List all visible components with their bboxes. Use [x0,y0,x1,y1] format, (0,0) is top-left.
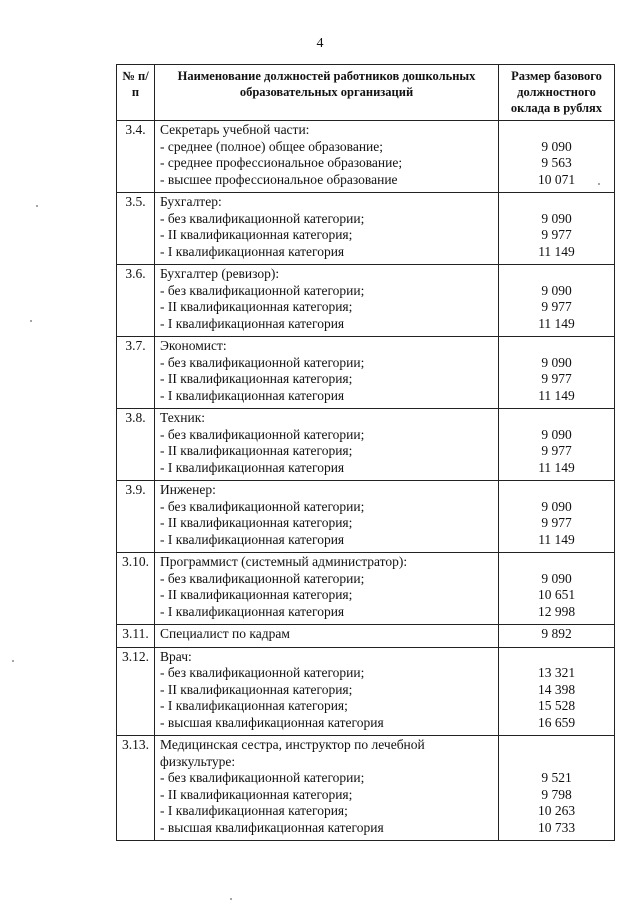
position-category: - среднее (полное) общее образование; [160,138,384,154]
position-cell [155,481,499,553]
position-cell [155,121,499,193]
position-category: - без квалификационной категории; [160,498,365,514]
scan-speck [598,183,600,185]
scan-speck [36,205,38,207]
salary-value: 12 998 [537,603,576,619]
position-category: - II квалификационная категория; [160,681,353,697]
position-cell [155,736,499,841]
salary-value: 11 149 [538,459,575,475]
position-category: - I квалификационная категория [160,459,345,475]
position-category: - II квалификационная категория; [160,443,353,458]
position-category: - II квалификационная категория; [160,587,353,602]
position-title: Техник: [160,410,206,425]
salary-value: 16 659 [537,714,576,730]
salary-value: 9 798 [541,786,572,802]
table-row [117,625,615,648]
salary-cell [499,553,615,625]
salary-value: 9 977 [541,371,572,386]
salary-spacer [503,482,610,499]
salary-cell [499,736,615,841]
position-category: - II квалификационная категория; [160,227,353,242]
position-category: - I квалификационная категория; [160,803,348,818]
salary-spacer [503,338,610,355]
salary-cell [499,121,615,193]
position-title: Специалист по кадрам [160,626,290,641]
salary-value: 9 090 [541,570,572,586]
header-position-name: Наименование должностей работников дошкольных образовательных организаций [155,65,499,121]
position-cell [155,409,499,481]
table-row [117,481,615,553]
salary-spacer [503,649,610,666]
row-number: 3.7. [117,337,155,409]
scan-speck [30,320,32,322]
position-category: - I квалификационная категория [160,531,345,547]
position-title: Медицинская сестра, инструктор по лечебной физкультуре: [160,737,425,769]
position-category: - среднее профессиональное образование; [160,155,403,170]
position-cell [155,625,499,648]
salary-value: 9 977 [541,299,572,314]
page-number: 4 [316,36,324,51]
table-row [117,409,615,481]
salary-cell [499,409,615,481]
row-number: 3.6. [117,265,155,337]
position-category: - высшая квалификационная категория [160,819,384,835]
row-number: 3.13. [117,736,155,841]
table-header-row [117,65,615,121]
position-cell [155,647,499,736]
position-category: - без квалификационной категории; [160,570,365,586]
row-number: 3.9. [117,481,155,553]
header-salary: Размер базового должностного оклада в рублях [499,65,615,121]
salary-value: 11 149 [538,315,575,331]
position-cell [155,265,499,337]
position-cell [155,193,499,265]
table-row [117,193,615,265]
salary-value: 9 090 [541,354,572,370]
salary-spacer [503,194,610,211]
salary-value: 9 090 [541,426,572,442]
salary-value: 11 149 [538,387,575,403]
salary-value: 9 977 [541,227,572,242]
position-title: Бухгалтер: [160,194,222,209]
table-body [117,121,615,841]
position-category: - II квалификационная категория; [160,515,353,530]
salary-value: 13 321 [537,665,576,680]
position-cell [155,553,499,625]
salary-value: 11 149 [538,531,575,547]
position-title: Программист (системный администратор): [160,554,408,569]
position-title: Инженер: [160,482,216,497]
position-title: Бухгалтер (ревизор): [160,266,280,281]
position-title: Секретарь учебной части: [160,122,310,137]
row-number: 3.5. [117,193,155,265]
table-row [117,265,615,337]
salary-cell [499,481,615,553]
salary-value: 9 521 [541,770,572,785]
salary-value: 10 733 [537,819,576,835]
salary-value: 9 563 [541,155,572,170]
salary-spacer [503,122,610,139]
header-number: № п/п [117,65,155,121]
table-row [117,337,615,409]
salary-value: 9 090 [541,210,572,226]
position-category: - без квалификационной категории; [160,665,365,680]
position-cell [155,337,499,409]
position-category: - I квалификационная категория [160,603,345,619]
position-category: - II квалификационная категория; [160,371,353,386]
salary-value: 9 090 [541,282,572,298]
position-title: Врач: [160,648,192,664]
salary-value: 15 528 [537,698,576,713]
salary-cell [499,193,615,265]
position-category: - высшая квалификационная категория [160,714,384,730]
position-category: - без квалификационной категории; [160,770,365,785]
salary-value: 10 263 [537,803,576,818]
salary-value: 9 090 [541,498,572,514]
scan-speck [230,898,232,900]
position-category: - I квалификационная категория [160,315,345,331]
position-category: - высшее профессиональное образование [160,171,398,187]
salary-value: 10 071 [537,171,576,187]
salary-value: 9 090 [541,138,572,154]
position-category: - без квалификационной категории; [160,282,365,298]
row-number: 3.12. [117,647,155,736]
position-category: - без квалификационной категории; [160,354,365,370]
salary-spacer [503,266,610,283]
position-category: - II квалификационная категория; [160,786,353,802]
salary-spacer [503,737,610,754]
position-category: - II квалификационная категория; [160,299,353,314]
salary-cell [499,265,615,337]
salary-value: 9 977 [541,443,572,458]
scan-speck [12,660,14,662]
position-category: - I квалификационная категория [160,387,345,403]
salary-value: 11 149 [538,243,575,259]
salary-value: 14 398 [537,681,576,697]
salary-table [116,64,615,841]
row-number: 3.11. [117,625,155,648]
row-number: 3.4. [117,121,155,193]
row-number: 3.8. [117,409,155,481]
salary-value: 9 892 [541,626,572,641]
table-row [117,647,615,736]
table-row [117,553,615,625]
position-category: - I квалификационная категория [160,243,345,259]
row-number: 3.10. [117,553,155,625]
position-title: Экономист: [160,338,227,353]
salary-cell [499,647,615,736]
salary-spacer [503,554,610,571]
table-row [117,736,615,841]
salary-value: 9 977 [541,515,572,530]
salary-cell [499,337,615,409]
salary-spacer [503,410,610,427]
position-category: - I квалификационная категория; [160,698,348,713]
salary-value: 10 651 [537,587,576,602]
salary-spacer [503,754,610,771]
position-category: - без квалификационной категории; [160,210,365,226]
table-row [117,121,615,193]
salary-cell [499,625,615,648]
position-category: - без квалификационной категории; [160,426,365,442]
